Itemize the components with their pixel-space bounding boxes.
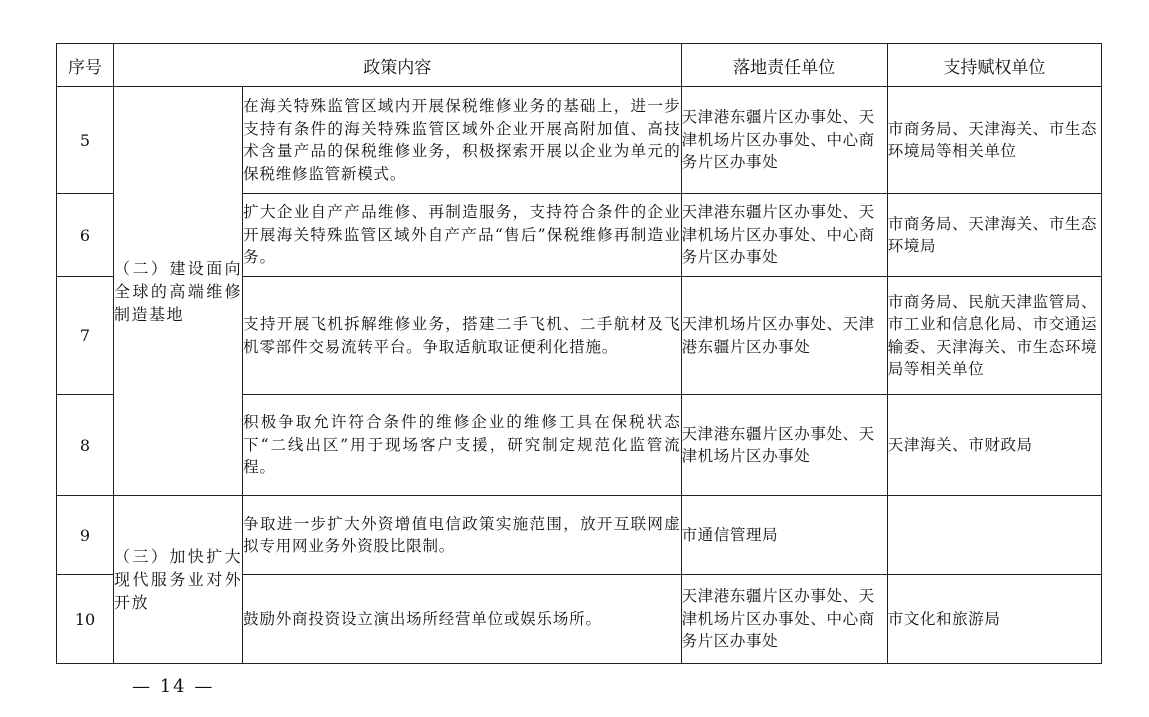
row-number: 9: [57, 496, 114, 575]
responsible-unit: 天津港东疆片区办事处、天津机场片区办事处、中心商务片区办事处: [681, 575, 887, 664]
header-num: 序号: [57, 44, 114, 87]
policy-content: 在海关特殊监管区域内开展保税维修业务的基础上，进一步支持有条件的海关特殊监管区域外企业开展高附加值、高技术含量产品的保税维修业务，积极探索开展以企业为单元的保税维修监管新模式。: [243, 87, 681, 194]
table-row: [57, 87, 1102, 194]
row-number: 6: [57, 194, 114, 277]
row-number: 5: [57, 87, 114, 194]
support-unit: 市商务局、天津海关、市生态环境局: [887, 194, 1101, 277]
table-row: [57, 496, 1102, 575]
category-cell: （三）加快扩大现代服务业对外开放: [114, 496, 243, 664]
policy-content: 扩大企业自产产品维修、再制造服务，支持符合条件的企业开展海关特殊监管区域外自产产品“售后”保税维修再制造业务。: [243, 194, 681, 277]
policy-table: [56, 43, 1102, 664]
policy-content: 积极争取允许符合条件的维修企业的维修工具在保税状态下“二线出区”用于现场客户支援，研究制定规范化监管流程。: [243, 395, 681, 496]
policy-content: 鼓励外商投资设立演出场所经营单位或娱乐场所。: [243, 575, 681, 664]
support-unit: 市文化和旅游局: [887, 575, 1101, 664]
row-number: 8: [57, 395, 114, 496]
header-support: 支持赋权单位: [887, 44, 1101, 87]
page-number: — 14 —: [132, 676, 215, 697]
category-cell: （二）建设面向全球的高端维修制造基地: [114, 87, 243, 496]
responsible-unit: 天津港东疆片区办事处、天津机场片区办事处、中心商务片区办事处: [681, 87, 887, 194]
responsible-unit: 市通信管理局: [681, 496, 887, 575]
row-number: 10: [57, 575, 114, 664]
responsible-unit: 天津机场片区办事处、天津港东疆片区办事处: [681, 277, 887, 395]
policy-content: 争取进一步扩大外资增值电信政策实施范围，放开互联网虚拟专用网业务外资股比限制。: [243, 496, 681, 575]
row-number: 7: [57, 277, 114, 395]
support-unit: 市商务局、天津海关、市生态环境局等相关单位: [887, 87, 1101, 194]
responsible-unit: 天津港东疆片区办事处、天津机场片区办事处、中心商务片区办事处: [681, 194, 887, 277]
support-unit: 市商务局、民航天津监管局、市工业和信息化局、市交通运输委、天津海关、市生态环境局等相关单位: [887, 277, 1101, 395]
header-unit: 落地责任单位: [681, 44, 887, 87]
table-header-row: [57, 44, 1102, 87]
header-content: 政策内容: [114, 44, 682, 87]
support-unit: [887, 496, 1101, 575]
policy-content: 支持开展飞机拆解维修业务，搭建二手飞机、二手航材及飞机零部件交易流转平台。争取适航取证便利化措施。: [243, 277, 681, 395]
responsible-unit: 天津港东疆片区办事处、天津机场片区办事处: [681, 395, 887, 496]
support-unit: 天津海关、市财政局: [887, 395, 1101, 496]
